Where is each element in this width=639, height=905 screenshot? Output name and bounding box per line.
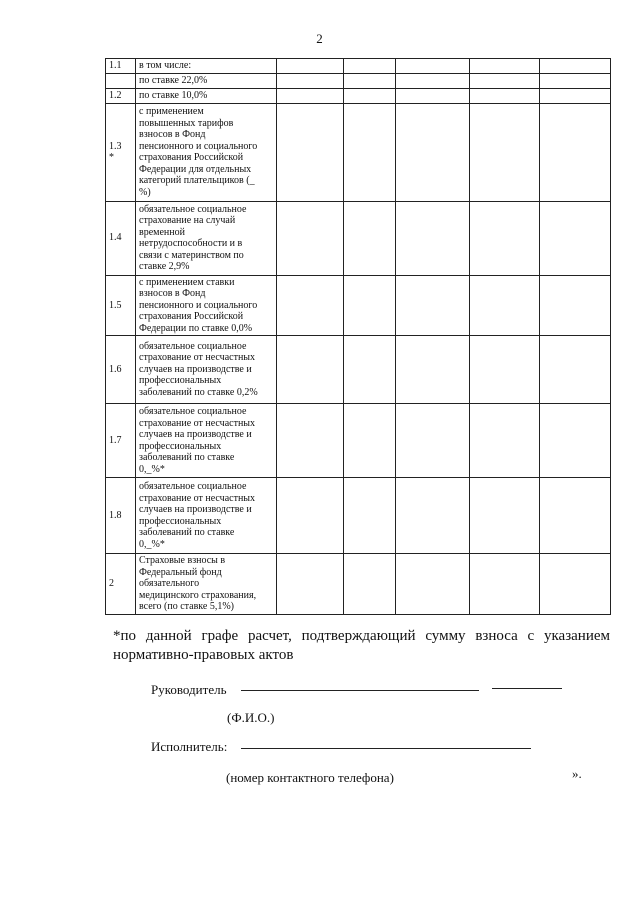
row-description: с применением ставки взносов в Фонд пенсионного и социального страхования Российской Федерации по ставке 0,0% [136,275,277,336]
value-cell[interactable] [277,88,344,103]
value-cell[interactable] [396,478,470,554]
value-cell[interactable] [540,103,611,201]
value-cell[interactable] [396,554,470,615]
row-number: 1.6 [106,336,136,404]
value-cell[interactable] [396,59,470,74]
table-row [106,73,611,88]
value-cell[interactable] [277,275,344,336]
value-cell[interactable] [344,201,396,275]
table-row [106,275,611,336]
footnote: *по данной графе расчет, подтверждающий сумму взноса с указанием [113,628,610,644]
value-cell[interactable] [344,275,396,336]
value-cell[interactable] [344,404,396,478]
row-number: 1.3 * [106,103,136,201]
row-description: обязательное социальное страхование от несчастных случаев на производстве и профессиональных заболеваний по ставке 0,2% [136,336,277,404]
row-number [106,73,136,88]
value-cell[interactable] [470,103,540,201]
value-cell[interactable] [540,73,611,88]
executor-line[interactable] [241,748,531,749]
fio-caption: (Ф.И.О.) [227,710,275,725]
head-name-line[interactable] [241,690,479,691]
value-cell[interactable] [470,59,540,74]
row-description: по ставке 22,0% [136,73,277,88]
value-cell[interactable] [344,103,396,201]
value-cell[interactable] [540,201,611,275]
value-cell[interactable] [396,275,470,336]
closing-quote: ». [572,766,582,781]
value-cell[interactable] [277,59,344,74]
phone-caption: (номер контактного телефона) [226,770,394,785]
value-cell[interactable] [396,336,470,404]
row-number: 1.8 [106,478,136,554]
head-label: Руководитель [151,682,227,697]
contributions-table [105,58,611,615]
value-cell[interactable] [396,201,470,275]
value-cell[interactable] [277,404,344,478]
value-cell[interactable] [344,478,396,554]
value-cell[interactable] [540,59,611,74]
table-row [106,88,611,103]
table-row [106,554,611,615]
page-number: 2 [316,31,323,46]
footnote-continuation: нормативно-правовых актов [113,647,294,663]
value-cell[interactable] [277,201,344,275]
value-cell[interactable] [470,336,540,404]
row-description: обязательное социальное страхование на случай временной нетрудоспособности и в связи с материнством по ставке 2,9% [136,201,277,275]
value-cell[interactable] [344,59,396,74]
row-description: Страховые взносы в Федеральный фонд обязательного медицинского страхования, всего (по ставке 5,1%) [136,554,277,615]
row-number: 1.4 [106,201,136,275]
row-description: обязательное социальное страхование от несчастных случаев на производстве и профессиональных заболеваний по ставке 0,_%* [136,404,277,478]
value-cell[interactable] [396,103,470,201]
value-cell[interactable] [470,73,540,88]
row-number: 2 [106,554,136,615]
value-cell[interactable] [396,73,470,88]
head-signature-line[interactable] [492,688,562,689]
value-cell[interactable] [277,478,344,554]
table-row [106,336,611,404]
table-row [106,201,611,275]
value-cell[interactable] [470,478,540,554]
value-cell[interactable] [396,88,470,103]
value-cell[interactable] [277,103,344,201]
value-cell[interactable] [540,275,611,336]
value-cell[interactable] [470,404,540,478]
row-number: 1.5 [106,275,136,336]
table-row [106,404,611,478]
row-description: в том числе: [136,59,277,74]
value-cell[interactable] [344,88,396,103]
row-description: обязательное социальное страхование от несчастных случаев на производстве и профессиональных заболеваний по ставке 0,_%* [136,478,277,554]
value-cell[interactable] [540,554,611,615]
table-row [106,478,611,554]
executor-label: Исполнитель: [151,739,228,754]
value-cell[interactable] [540,404,611,478]
value-cell[interactable] [470,554,540,615]
row-description: по ставке 10,0% [136,88,277,103]
table-row [106,59,611,74]
value-cell[interactable] [344,554,396,615]
value-cell[interactable] [344,336,396,404]
row-number: 1.7 [106,404,136,478]
value-cell[interactable] [277,336,344,404]
value-cell[interactable] [344,73,396,88]
row-number: 1.1 [106,59,136,74]
value-cell[interactable] [540,88,611,103]
value-cell[interactable] [470,201,540,275]
row-number: 1.2 [106,88,136,103]
value-cell[interactable] [396,404,470,478]
value-cell[interactable] [277,554,344,615]
value-cell[interactable] [470,275,540,336]
value-cell[interactable] [470,88,540,103]
value-cell[interactable] [277,73,344,88]
row-description: с применением повышенных тарифов взносов в Фонд пенсионного и социального страхования Российской Федерации для отдельных категорий плательщиков (_ %) [136,103,277,201]
value-cell[interactable] [540,336,611,404]
table-row [106,103,611,201]
value-cell[interactable] [540,478,611,554]
